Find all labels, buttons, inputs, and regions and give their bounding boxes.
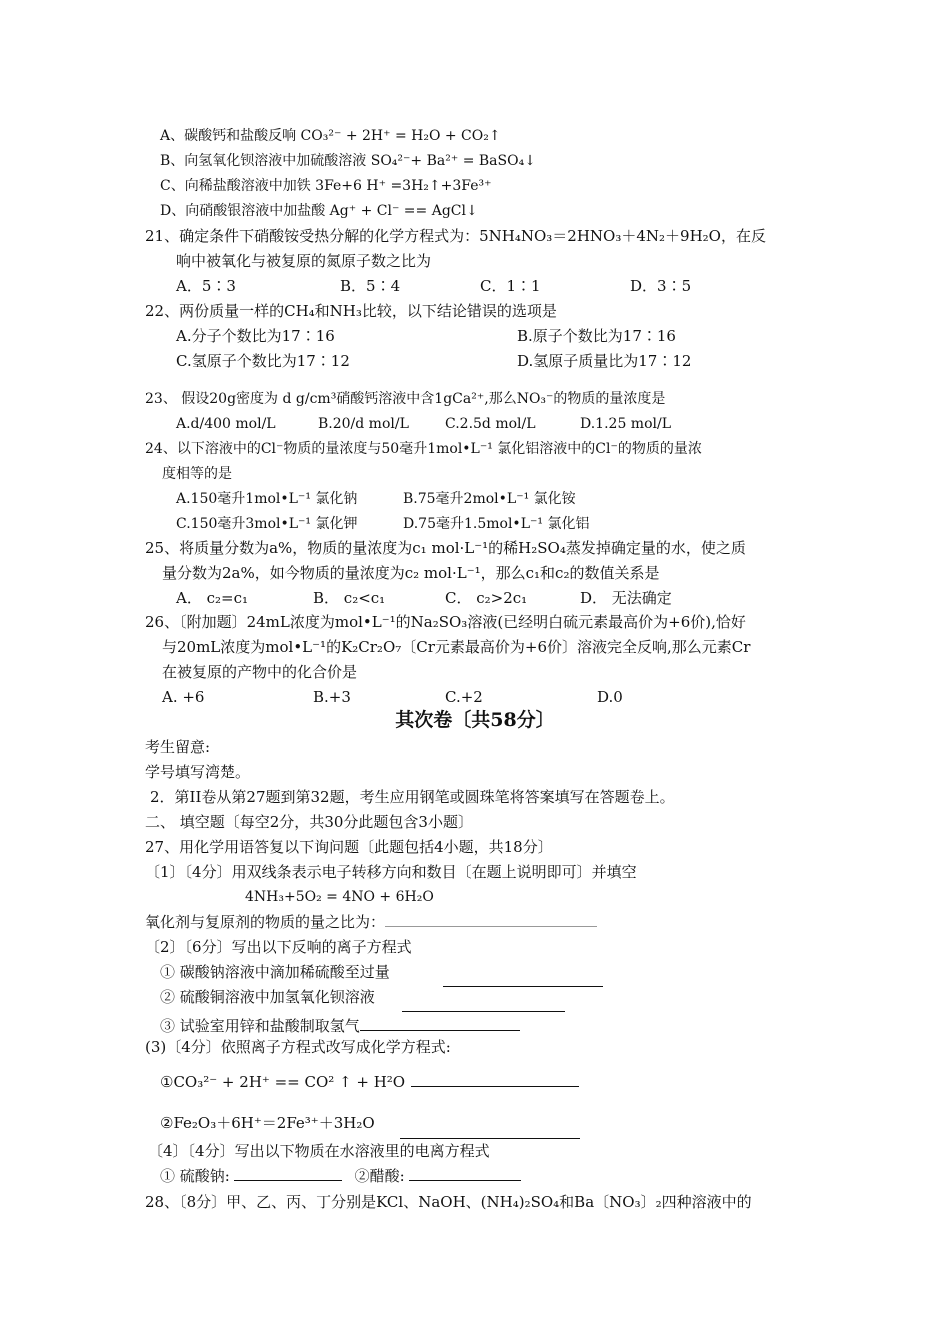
q28-stem: 28、〔8分〕甲、乙、丙、丁分别是KCl、NaOH、(NH₄)₂SO₄和Ba〔NO₃〕₂四种溶液中的 (145, 1193, 752, 1211)
sodium-sulfate-label: ① 硫酸钠: (160, 1167, 230, 1185)
q27-part3-item2-blank[interactable] (400, 1138, 580, 1139)
q24-stem-line2: 度相等的是 (162, 466, 232, 482)
q27-part2-item3 (160, 1016, 520, 1036)
ratio-label: 氧化剂与复原剂的物质的量之比为： (145, 913, 386, 931)
q27-part2-item3-blank[interactable] (360, 1016, 520, 1031)
q27-part3-item1-blank[interactable] (411, 1072, 579, 1087)
q24-option-d: D.75毫升1.5mol•L⁻¹ 氯化铝 (403, 516, 590, 532)
q20-option-b: B、向氢氧化钡溶液中加硫酸溶液 SO₄²⁻+ Ba²⁺ = BaSO₄↓ (160, 153, 536, 169)
q26-stem-line2: 与20mL浓度为mol•L⁻¹的K₂Cr₂O₇〔Cr元素最高价为+6价〕溶液完全反响,那么元素Cr (162, 638, 751, 656)
q27-part3-item1 (160, 1072, 579, 1092)
q24-option-b: B.75毫升2mol•L⁻¹ 氯化铵 (403, 491, 576, 507)
q27-part3-item2: ②Fe₂O₃＋6H⁺＝2Fe³⁺＋3H₂O (160, 1114, 375, 1132)
q27-part4-items (160, 1166, 521, 1186)
q27-stem: 27、用化学用语答复以下询问题〔此题包括4小题，共18分〕 (145, 838, 553, 856)
q27-part1-equation: 4NH₃+5O₂ = 4NO + 6H₂O (245, 889, 434, 905)
q25-stem-line2: 量分数为2a%，如今物质的量浓度为c₂ mol·L⁻¹，那么c₁和c₂的数值关系是 (162, 564, 660, 582)
q21-option-a: A．5∶3 (176, 277, 236, 295)
q20-option-d: D、向硝酸银溶液中加盐酸 Ag⁺ + Cl⁻ == AgCl↓ (160, 203, 478, 219)
q25-option-d: D． 无法确定 (580, 589, 672, 607)
q21-option-c: C．1∶1 (480, 277, 541, 295)
part2-notice: 考生留意: (145, 738, 211, 756)
q26-stem-line3: 在被复原的产物中的化合价是 (162, 663, 358, 681)
q23-stem: 23、 假设20g密度为 d g/cm³硝酸钙溶液中含1gCa²⁺,那么NO₃⁻的物质的量浓度是 (145, 391, 666, 407)
q22-option-a: A.分子个数比为17∶16 (176, 327, 335, 345)
q27-part2-item1-blank[interactable] (443, 986, 603, 987)
q25-stem-line1: 25、将质量分数为a%，物质的量浓度为c₁ mol·L⁻¹的稀H₂SO₄蒸发掉确定量的水，使之质 (145, 539, 746, 557)
sodium-sulfate-blank[interactable] (234, 1166, 342, 1181)
q23-option-c: C.2.5d mol/L (445, 416, 536, 432)
q21-stem-line2: 响中被氧化与被复原的氮原子数之比为 (176, 252, 432, 270)
q24-option-c: C.150毫升3mol•L⁻¹ 氯化钾 (176, 516, 358, 532)
q26-option-a: A. +6 (162, 688, 205, 706)
part2-title: 其次卷〔共58分〕 (395, 709, 555, 731)
item3-label: ③ 试验室用锌和盐酸制取氢气 (160, 1017, 360, 1035)
q27-part1-ratio (145, 912, 597, 932)
q23-option-d: D.1.25 mol/L (580, 416, 671, 432)
q27-part1: 〔1〕〔4分〕用双线条表示电子转移方向和数目〔在题上说明即可〕并填空 (145, 863, 637, 881)
q27-part2: 〔2〕〔6分〕写出以下反响的离子方程式 (145, 938, 412, 956)
item1-equation: ①CO₃²⁻ + 2H⁺ == CO² ↑ + H²O (160, 1073, 406, 1091)
q26-option-c: C.+2 (445, 688, 483, 706)
acetic-acid-blank[interactable] (409, 1166, 521, 1181)
q22-option-d: D.氢原子质量比为17∶12 (517, 352, 692, 370)
q21-stem-line1: 21、确定条件下硝酸铵受热分解的化学方程式为：5NH₄NO₃＝2HNO₃＋4N₂＋9H₂O，在反 (145, 227, 766, 245)
q27-part4: 〔4〕〔4分〕写出以下物质在水溶液里的电离方程式 (148, 1142, 490, 1160)
q26-option-d: D.0 (597, 688, 623, 706)
q24-option-a: A.150毫升1mol•L⁻¹ 氯化钠 (176, 491, 358, 507)
part2-note-2: 2．第II卷从第27题到第32题，考生应用钢笔或圆珠笔将答案填写在答题卷上。 (150, 788, 675, 806)
ratio-answer-blank[interactable] (385, 912, 597, 927)
part2-note-1: 学号填写湾楚。 (145, 763, 251, 781)
q27-part2-item1: ① 碳酸钠溶液中滴加稀硫酸至过量 (160, 963, 390, 981)
q23-option-b: B.20/d mol/L (318, 416, 409, 432)
q22-option-c: C.氢原子个数比为17∶12 (176, 352, 350, 370)
q22-option-b: B.原子个数比为17∶16 (517, 327, 676, 345)
q22-stem: 22、两份质量一样的CH₄和NH₃比较，以下结论错误的选项是 (145, 302, 557, 320)
q27-part2-item2-blank[interactable] (402, 1011, 565, 1012)
q20-option-c: C、向稀盐酸溶液中加铁 3Fe+6 H⁺ =3H₂↑+3Fe³⁺ (160, 178, 492, 194)
q21-option-b: B．5∶4 (340, 277, 401, 295)
q26-option-b: B.+3 (313, 688, 351, 706)
q24-stem-line1: 24、以下溶液中的Cl⁻物质的量浓度与50毫升1mol•L⁻¹ 氯化铝溶液中的Cl⁻的物质的量浓 (145, 441, 702, 457)
q20-option-a: A、碳酸钙和盐酸反响 CO₃²⁻ + 2H⁺ = H₂O + CO₂↑ (160, 128, 501, 144)
q27-part2-item2: ② 硫酸铜溶液中加氢氧化钡溶液 (160, 988, 375, 1006)
q27-part3: (3)〔4分〕依照离子方程式改写成化学方程式: (145, 1038, 451, 1056)
section-heading: 二、 填空题〔每空2分，共30分此题包含3小题〕 (145, 813, 473, 831)
q25-option-b: B． c₂<c₁ (313, 589, 386, 607)
q21-option-d: D．3∶5 (630, 277, 692, 295)
q23-option-a: A.d/400 mol/L (176, 416, 276, 432)
q26-stem-line1: 26、〔附加题〕24mL浓度为mol•L⁻¹的Na₂SO₃溶液(已经明白硫元素最高价为+6价),恰好 (145, 613, 746, 631)
q25-option-a: A． c₂=c₁ (176, 589, 248, 607)
acetic-acid-label: ②醋酸: (354, 1167, 405, 1185)
q25-option-c: C． c₂>2c₁ (445, 589, 528, 607)
